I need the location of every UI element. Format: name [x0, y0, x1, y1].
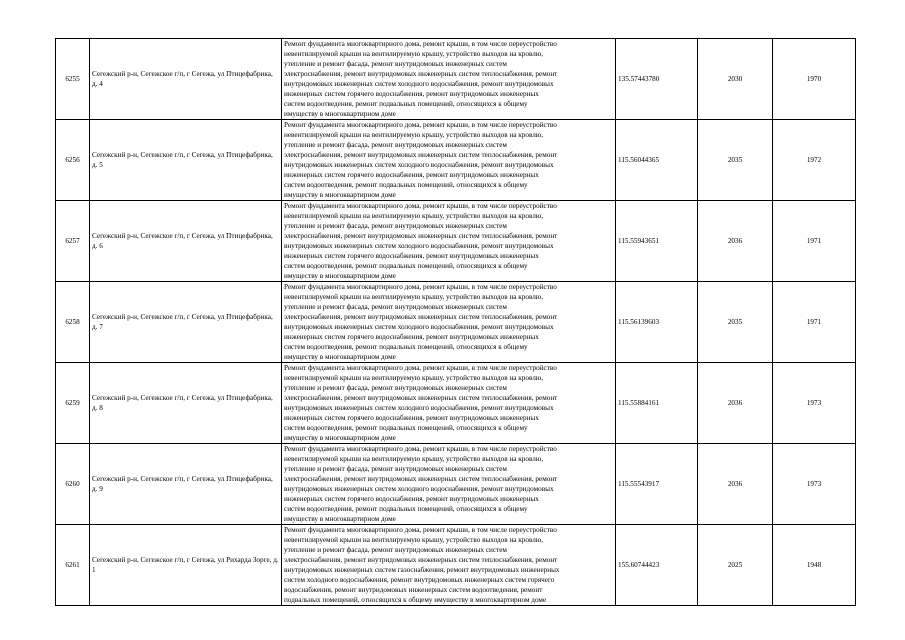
works-line: невентилируемой крыши на вентилируемую крышу, устройство выходов на кровлю,	[284, 536, 544, 544]
address-cell: Сегежский р-н, Сегежское г/п, г Сегежа, ул Птицефабрика, д. 4	[90, 39, 282, 120]
works-line: систем водоотведения, ремонт подвальных помещений, относящихся к общему	[284, 100, 528, 108]
table-row	[56, 525, 856, 606]
works-line: электроснабжения, ремонт внутридомовых инженерных систем теплоснабжения, ремонт	[284, 475, 558, 483]
works-line: систем водоотведения, ремонт подвальных помещений, относящихся к общему	[284, 343, 528, 351]
works-line: инженерных систем горячего водоснабжения, ремонт внутридомовых инженерных	[284, 414, 539, 422]
works-line: внутридомовых инженерных систем холодного водоснабжения, ремонт внутридомовых	[284, 80, 554, 88]
cost-cell: 115.56139603	[616, 282, 698, 363]
table-row	[56, 201, 856, 282]
works-line: Ремонт фундамента многоквартирного дома, ремонт крыши, в том числе переустройство	[284, 364, 557, 372]
works-line: невентилируемой крыши на вентилируемую крышу, устройство выходов на кровлю,	[284, 455, 544, 463]
works-line: внутридомовых инженерных систем газоснабжения, ремонт внутридомовых инженерных	[284, 566, 560, 574]
works-line: внутридомовых инженерных систем холодного водоснабжения, ремонт внутридомовых	[284, 485, 554, 493]
works-line: электроснабжения, ремонт внутридомовых инженерных систем теплоснабжения, ремонт	[284, 70, 558, 78]
row-number: 6257	[56, 201, 90, 282]
works-line: внутридомовых инженерных систем холодного водоснабжения, ремонт внутридомовых	[284, 161, 554, 169]
works-line: Ремонт фундамента многоквартирного дома, ремонт крыши, в том числе переустройство	[284, 283, 557, 291]
works-line: имуществу в многоквартирном доме	[284, 434, 396, 442]
works-line: систем водоотведения, ремонт подвальных помещений, относящихся к общему	[284, 181, 528, 189]
cost-cell: 115.55943651	[616, 201, 698, 282]
planned-year-cell: 2035	[698, 282, 773, 363]
table-row	[56, 120, 856, 201]
table-body	[56, 39, 856, 606]
works-line: систем водоотведения, ремонт подвальных помещений, относящихся к общему	[284, 505, 528, 513]
works-line: утепление и ремонт фасада, ремонт внутридомовых инженерных систем	[284, 141, 507, 149]
cost-cell: 115.55884161	[616, 363, 698, 444]
build-year-cell: 1971	[773, 201, 856, 282]
address-cell: Сегежский р-н, Сегежское г/п, г Сегежа, ул Рихарда Зорге, д. 1	[90, 525, 282, 606]
table-row	[56, 363, 856, 444]
works-cell	[282, 201, 616, 282]
works-line: имуществу в многоквартирном доме	[284, 353, 396, 361]
works-line: утепление и ремонт фасада, ремонт внутридомовых инженерных систем	[284, 465, 507, 473]
works-line: электроснабжения, ремонт внутридомовых инженерных систем теплоснабжения, ремонт	[284, 232, 558, 240]
works-cell	[282, 363, 616, 444]
works-cell	[282, 282, 616, 363]
build-year-cell: 1972	[773, 120, 856, 201]
works-line: подвальных помещений, относящихся к общему имуществу в многоквартирном доме	[284, 596, 547, 604]
works-cell	[282, 444, 616, 525]
address-cell: Сегежский р-н, Сегежское г/п, г Сегежа, ул Птицефабрика, д. 5	[90, 120, 282, 201]
planned-year-cell: 2036	[698, 363, 773, 444]
works-cell	[282, 525, 616, 606]
works-line: невентилируемой крыши на вентилируемую крышу, устройство выходов на кровлю,	[284, 131, 544, 139]
planned-year-cell: 2030	[698, 39, 773, 120]
build-year-cell: 1948	[773, 525, 856, 606]
planned-year-cell: 2036	[698, 444, 773, 525]
works-line: невентилируемой крыши на вентилируемую крышу, устройство выходов на кровлю,	[284, 293, 544, 301]
works-line: Ремонт фундамента многоквартирного дома, ремонт крыши, в том числе переустройство	[284, 202, 557, 210]
works-line: инженерных систем горячего водоснабжения, ремонт внутридомовых инженерных	[284, 90, 539, 98]
cost-cell: 115.56044365	[616, 120, 698, 201]
capital-repair-table	[55, 38, 856, 606]
works-cell	[282, 39, 616, 120]
works-line: систем холодного водоснабжения, ремонт внутридомовых инженерных систем горячего	[284, 576, 555, 584]
works-line: имуществу в многоквартирном доме	[284, 110, 396, 118]
cost-cell: 155.60744423	[616, 525, 698, 606]
planned-year-cell: 2035	[698, 120, 773, 201]
build-year-cell: 1970	[773, 39, 856, 120]
planned-year-cell: 2025	[698, 525, 773, 606]
works-line: утепление и ремонт фасада, ремонт внутридомовых инженерных систем	[284, 303, 507, 311]
works-line: инженерных систем горячего водоснабжения, ремонт внутридомовых инженерных	[284, 495, 539, 503]
works-line: имуществу в многоквартирном доме	[284, 191, 396, 199]
table-row	[56, 39, 856, 120]
works-cell	[282, 120, 616, 201]
row-number: 6260	[56, 444, 90, 525]
row-number: 6255	[56, 39, 90, 120]
works-line: электроснабжения, ремонт внутридомовых инженерных систем теплоснабжения, ремонт	[284, 313, 558, 321]
works-line: водоснабжения, ремонт внутридомовых инженерных систем водоотведения, ремонт	[284, 586, 543, 594]
cost-cell: 135.57443780	[616, 39, 698, 120]
cost-cell: 115.55543917	[616, 444, 698, 525]
works-line: внутридомовых инженерных систем холодного водоснабжения, ремонт внутридомовых	[284, 242, 554, 250]
works-line: утепление и ремонт фасада, ремонт внутридомовых инженерных систем	[284, 384, 507, 392]
build-year-cell: 1973	[773, 444, 856, 525]
works-line: невентилируемой крыши на вентилируемую крышу, устройство выходов на кровлю,	[284, 212, 544, 220]
works-line: невентилируемой крыши на вентилируемую крышу, устройство выходов на кровлю,	[284, 374, 544, 382]
works-line: инженерных систем горячего водоснабжения, ремонт внутридомовых инженерных	[284, 252, 539, 260]
works-line: утепление и ремонт фасада, ремонт внутридомовых инженерных систем	[284, 546, 507, 554]
row-number: 6261	[56, 525, 90, 606]
works-line: инженерных систем горячего водоснабжения, ремонт внутридомовых инженерных	[284, 333, 539, 341]
works-line: систем водоотведения, ремонт подвальных помещений, относящихся к общему	[284, 424, 528, 432]
address-cell: Сегежский р-н, Сегежское г/п, г Сегежа, ул Птицефабрика, д. 6	[90, 201, 282, 282]
table-row	[56, 282, 856, 363]
works-line: внутридомовых инженерных систем холодного водоснабжения, ремонт внутридомовых	[284, 323, 554, 331]
address-cell: Сегежский р-н, Сегежское г/п, г Сегежа, ул Птицефабрика, д. 9	[90, 444, 282, 525]
works-line: имуществу в многоквартирном доме	[284, 272, 396, 280]
planned-year-cell: 2036	[698, 201, 773, 282]
works-line: электроснабжения, ремонт внутридомовых инженерных систем теплоснабжения, ремонт	[284, 394, 558, 402]
works-line: Ремонт фундамента многоквартирного дома, ремонт крыши, в том числе переустройство	[284, 526, 557, 534]
works-line: внутридомовых инженерных систем холодного водоснабжения, ремонт внутридомовых	[284, 404, 554, 412]
works-line: невентилируемой крыши на вентилируемую крышу, устройство выходов на кровлю,	[284, 50, 544, 58]
build-year-cell: 1971	[773, 282, 856, 363]
row-number: 6259	[56, 363, 90, 444]
address-cell: Сегежский р-н, Сегежское г/п, г Сегежа, ул Птицефабрика, д. 7	[90, 282, 282, 363]
works-line: инженерных систем горячего водоснабжения, ремонт внутридомовых инженерных	[284, 171, 539, 179]
works-line: имуществу в многоквартирном доме	[284, 515, 396, 523]
works-line: Ремонт фундамента многоквартирного дома, ремонт крыши, в том числе переустройство	[284, 445, 557, 453]
table-row	[56, 444, 856, 525]
works-line: утепление и ремонт фасада, ремонт внутридомовых инженерных систем	[284, 60, 507, 68]
works-line: Ремонт фундамента многоквартирного дома, ремонт крыши, в том числе переустройство	[284, 121, 557, 129]
address-cell: Сегежский р-н, Сегежское г/п, г Сегежа, ул Птицефабрика, д. 8	[90, 363, 282, 444]
row-number: 6258	[56, 282, 90, 363]
works-line: утепление и ремонт фасада, ремонт внутридомовых инженерных систем	[284, 222, 507, 230]
build-year-cell: 1973	[773, 363, 856, 444]
row-number: 6256	[56, 120, 90, 201]
works-line: электроснабжения, ремонт внутридомовых инженерных систем теплоснабжения, ремонт	[284, 556, 558, 564]
works-line: систем водоотведения, ремонт подвальных помещений, относящихся к общему	[284, 262, 528, 270]
works-line: электроснабжения, ремонт внутридомовых инженерных систем теплоснабжения, ремонт	[284, 151, 558, 159]
works-line: Ремонт фундамента многоквартирного дома, ремонт крыши, в том числе переустройство	[284, 40, 557, 48]
